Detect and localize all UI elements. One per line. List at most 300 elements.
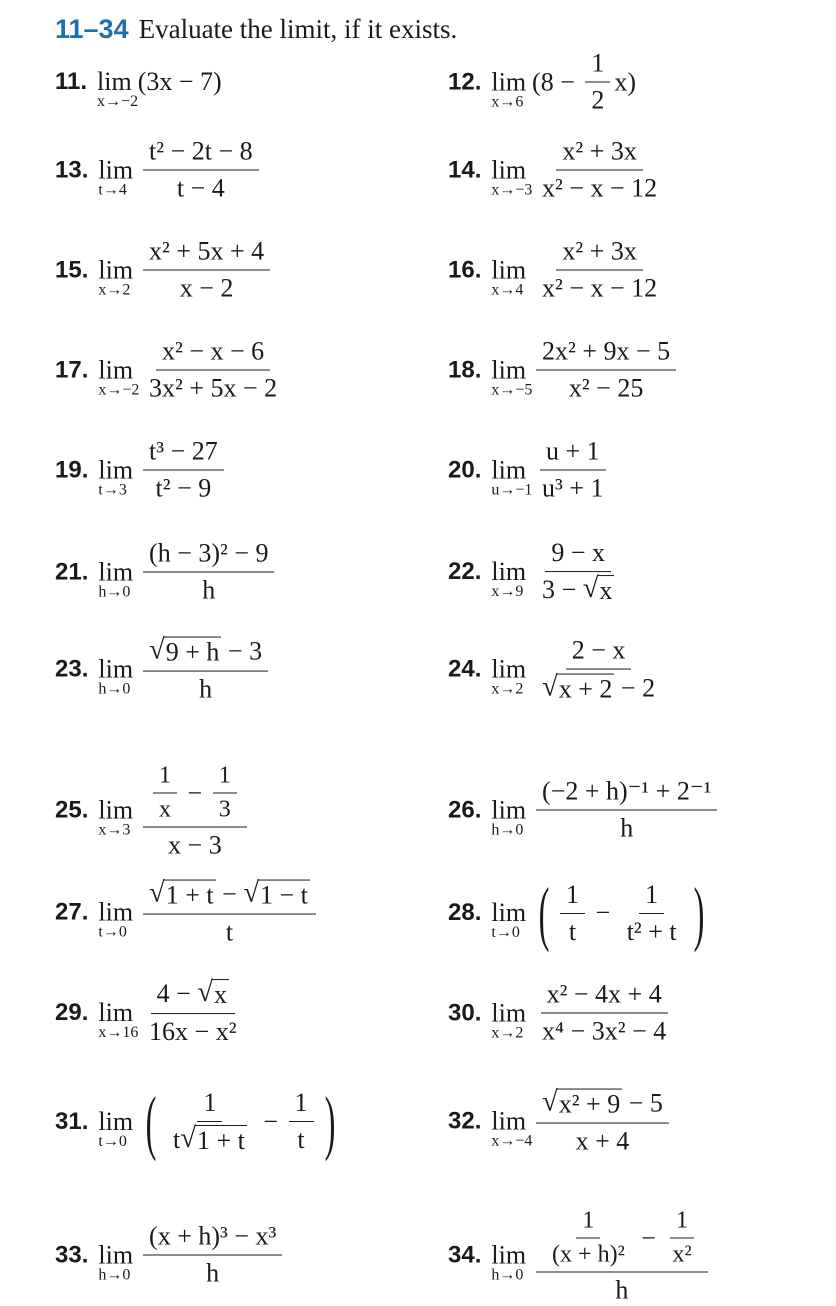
math-text: − xyxy=(215,879,244,909)
limit-expression xyxy=(143,760,247,861)
math-text: t xyxy=(173,1125,181,1155)
lim-word: lim xyxy=(98,255,134,284)
problem-number: 12. xyxy=(448,68,482,95)
numerator xyxy=(143,1222,282,1256)
problem-26 xyxy=(448,777,721,844)
numerator xyxy=(556,137,642,171)
radical-sign: √ xyxy=(542,1086,558,1118)
denominator xyxy=(167,1122,253,1156)
math-text: x² − x − 12 xyxy=(542,273,658,303)
limit-operator xyxy=(98,557,134,600)
math-text: 1 + t xyxy=(196,1126,245,1156)
radicand xyxy=(258,880,310,911)
limit-subscript: x→2 xyxy=(98,281,131,298)
math-text: 9 + h xyxy=(165,637,220,667)
problem-number: 21. xyxy=(55,558,89,585)
math-text: 3x² + 5x − 2 xyxy=(149,373,278,403)
problem-number: 14. xyxy=(448,156,482,183)
denominator xyxy=(536,271,663,304)
denominator xyxy=(150,471,218,504)
denominator xyxy=(621,914,683,947)
denominator xyxy=(162,828,228,861)
lim-word: lim xyxy=(97,67,132,96)
limit-subscript: t→4 xyxy=(98,181,127,198)
problem-number: 29. xyxy=(55,998,89,1026)
lim-word: lim xyxy=(98,455,134,484)
problem-31 xyxy=(55,1082,342,1162)
math-text: x² − x − 12 xyxy=(542,173,658,203)
numerator xyxy=(143,539,274,573)
problem-19 xyxy=(55,437,228,504)
math-text: t − 4 xyxy=(176,173,225,203)
math-text: 1 xyxy=(582,1207,595,1234)
problem-number: 22. xyxy=(448,557,482,585)
limit-operator xyxy=(98,997,139,1041)
limit-operator xyxy=(98,1240,134,1283)
lim-word: lim xyxy=(98,1240,134,1269)
problem-number: 19. xyxy=(55,456,89,483)
limit-subscript: h→0 xyxy=(98,583,131,600)
problem-29 xyxy=(55,979,247,1047)
limit-operator xyxy=(491,654,527,698)
radicand xyxy=(597,575,614,606)
limit-operator xyxy=(98,255,134,298)
math-text: x xyxy=(599,576,613,606)
math-group xyxy=(542,575,614,606)
numerator xyxy=(639,880,664,914)
problem-32 xyxy=(448,1088,673,1157)
math-text: h xyxy=(202,575,216,605)
problem-number: 16. xyxy=(448,256,482,283)
math-text: x² + 5x + 4 xyxy=(149,236,265,266)
limit-expression xyxy=(536,980,672,1047)
math-text: h xyxy=(206,1258,220,1288)
denominator xyxy=(213,794,237,824)
math-text: − xyxy=(634,1223,663,1252)
limit-subscript: t→0 xyxy=(98,923,127,941)
lim-word: lim xyxy=(98,897,134,927)
limit-operator xyxy=(98,795,134,838)
square-root xyxy=(243,877,310,911)
limit-subscript: x→2 xyxy=(491,680,524,698)
problem-28 xyxy=(448,873,711,953)
limit-expression xyxy=(532,873,711,953)
limit-operator xyxy=(491,67,527,110)
problem-12 xyxy=(448,49,636,116)
math-text: x + 2 xyxy=(558,674,613,704)
problem-number: 11. xyxy=(55,68,88,95)
numerator xyxy=(143,137,259,171)
lim-word: lim xyxy=(491,355,527,384)
lim-word: lim xyxy=(98,557,134,586)
math-text: (x + h)³ − x³ xyxy=(149,1221,277,1251)
limit-expression xyxy=(143,137,259,204)
lim-word: lim xyxy=(98,1107,134,1136)
denominator xyxy=(536,1014,672,1047)
limit-expression xyxy=(532,49,636,116)
math-text: x xyxy=(159,796,172,823)
problem-number: 13. xyxy=(55,156,89,183)
limit-expression: (3x − 7) xyxy=(137,67,222,96)
math-text: 16x − x² xyxy=(149,1016,237,1046)
denominator xyxy=(153,794,177,824)
numerator xyxy=(566,636,632,670)
math-text: − xyxy=(589,898,617,927)
math-text: t xyxy=(568,916,577,946)
problem-number: 24. xyxy=(448,655,482,683)
math-text: u + 1 xyxy=(545,436,600,466)
limit-expression xyxy=(536,237,663,304)
math-text: 2 xyxy=(591,85,605,115)
denominator xyxy=(536,171,663,204)
radical-sign: √ xyxy=(149,877,165,909)
problem-number: 30. xyxy=(448,999,482,1026)
limit-subscript: h→0 xyxy=(491,821,524,838)
math-text: 1 − t xyxy=(260,880,308,910)
limit-operator xyxy=(491,898,527,941)
limit-operator xyxy=(98,155,134,198)
lim-word: lim xyxy=(491,67,527,96)
lim-word: lim xyxy=(491,1240,527,1269)
numerator xyxy=(197,1088,222,1122)
denominator xyxy=(666,1239,697,1269)
lim-word: lim xyxy=(491,654,527,684)
math-group xyxy=(542,671,656,705)
limit-subscript: u→−1 xyxy=(491,481,533,498)
lim-word: lim xyxy=(491,998,527,1027)
math-text: (h − 3)² − 9 xyxy=(149,538,269,568)
lim-word: lim xyxy=(491,795,527,824)
problem-14 xyxy=(448,137,667,204)
limit-subscript: x→6 xyxy=(491,93,524,110)
radicand xyxy=(164,880,216,911)
math-text: x² − x − 6 xyxy=(162,336,265,366)
limit-operator xyxy=(491,155,533,198)
denominator xyxy=(220,914,239,947)
numerator xyxy=(153,763,177,794)
limit-operator xyxy=(98,1107,134,1150)
denominator xyxy=(585,83,610,116)
math-text: 1 xyxy=(159,762,172,789)
lim-word: lim xyxy=(491,255,527,284)
limit-expression xyxy=(143,1222,282,1289)
limit-expression xyxy=(143,979,242,1047)
math-group xyxy=(157,979,229,1010)
problem-number: 23. xyxy=(55,655,89,683)
math-text: x − 2 xyxy=(179,273,234,303)
limit-subscript: x→−4 xyxy=(491,1132,533,1150)
math-text: 1 xyxy=(645,879,659,909)
numerator xyxy=(536,337,676,371)
numerator xyxy=(156,337,270,371)
limit-subscript: x→16 xyxy=(98,1023,139,1041)
limit-expression xyxy=(143,636,268,705)
denominator xyxy=(614,811,639,844)
limit-expression xyxy=(143,879,316,948)
numerator xyxy=(143,237,270,271)
math-text: (x + h)² xyxy=(552,1241,625,1268)
square-root xyxy=(149,634,221,668)
math-text: t³ − 27 xyxy=(149,436,218,466)
math-text: x² − 4x + 4 xyxy=(546,979,662,1009)
radical-sign: √ xyxy=(243,877,260,909)
limit-expression xyxy=(536,1088,669,1157)
math-group xyxy=(149,634,263,668)
left-paren: ( xyxy=(538,873,550,953)
radicand xyxy=(164,637,222,668)
math-text: 3 xyxy=(218,796,231,823)
math-group xyxy=(542,1208,702,1269)
denominator xyxy=(609,1273,634,1306)
numerator xyxy=(536,777,717,811)
numerator xyxy=(536,1205,708,1273)
limit-expression xyxy=(143,337,283,404)
lim-word: lim xyxy=(491,1106,527,1136)
problem-24 xyxy=(448,636,665,705)
limit-expression xyxy=(139,1082,341,1162)
fraction xyxy=(585,49,610,116)
limit-subscript: x→−2 xyxy=(98,381,140,398)
math-group xyxy=(556,880,687,947)
denominator xyxy=(536,572,620,606)
math-group xyxy=(163,1088,318,1156)
problem-number: 17. xyxy=(55,356,89,383)
problem-21 xyxy=(55,539,278,606)
numerator xyxy=(213,763,237,794)
limit-subscript: h→0 xyxy=(98,1266,131,1283)
math-text: h xyxy=(199,674,213,704)
limit-operator xyxy=(491,998,527,1041)
numerator xyxy=(536,1088,669,1124)
limit-expression xyxy=(536,137,663,204)
limit-operator xyxy=(491,255,527,298)
denominator xyxy=(546,1239,631,1269)
fraction xyxy=(621,880,683,947)
limit-operator xyxy=(491,795,527,838)
problem-15 xyxy=(55,237,274,304)
radicand xyxy=(195,1125,247,1156)
math-text: 2x² + 9x − 5 xyxy=(542,336,671,366)
problem-16 xyxy=(448,237,667,304)
numerator xyxy=(556,237,642,271)
math-text: u³ + 1 xyxy=(542,473,604,503)
denominator xyxy=(536,471,609,504)
numerator xyxy=(143,636,268,672)
denominator xyxy=(570,1123,636,1156)
denominator xyxy=(143,371,283,404)
denominator xyxy=(563,914,582,947)
limit-operator xyxy=(491,1240,527,1283)
problem-number: 18. xyxy=(448,356,482,383)
right-paren: ) xyxy=(693,873,704,953)
math-text: x² − 25 xyxy=(568,373,644,403)
radical-sign: √ xyxy=(582,573,599,605)
square-root xyxy=(583,575,615,606)
math-group xyxy=(149,763,241,824)
problem-22 xyxy=(448,538,624,606)
limit-expression xyxy=(143,237,270,304)
numerator xyxy=(541,980,668,1014)
math-text: 9 − x xyxy=(551,538,606,568)
radical-sign: √ xyxy=(149,634,165,666)
math-text: 1 xyxy=(566,879,580,909)
numerator xyxy=(670,1208,694,1239)
lim-word: lim xyxy=(98,355,134,384)
limit-operator xyxy=(98,355,140,398)
limit-subscript: x→3 xyxy=(98,821,131,838)
denominator xyxy=(171,171,231,204)
problem-number: 26. xyxy=(448,796,482,823)
limit-expression xyxy=(536,1205,708,1306)
problem-number: 31. xyxy=(55,1108,89,1135)
square-root xyxy=(149,877,216,911)
fraction xyxy=(167,1088,253,1156)
limit-expression xyxy=(143,539,274,606)
problem-number: 15. xyxy=(55,256,89,283)
exercise-instruction: Evaluate the limit, if it exists. xyxy=(138,14,458,44)
limit-operator xyxy=(98,654,134,698)
lim-word: lim xyxy=(491,155,527,184)
limit-operator xyxy=(97,67,139,110)
fraction xyxy=(289,1088,314,1155)
denominator xyxy=(291,1122,310,1155)
limit-operator xyxy=(491,455,533,498)
numerator xyxy=(151,979,235,1014)
limit-expression xyxy=(536,337,676,404)
math-text: t² + t xyxy=(626,916,677,946)
problem-number: 25. xyxy=(55,796,89,823)
math-text: 1 xyxy=(676,1207,689,1234)
problem-number: 20. xyxy=(448,456,482,483)
radicand xyxy=(557,1089,622,1120)
problem-11 xyxy=(55,67,222,110)
math-text: x² + 3x xyxy=(562,136,637,166)
numerator xyxy=(585,49,610,83)
lim-word: lim xyxy=(491,455,527,484)
math-text: x² + 9 xyxy=(558,1089,621,1119)
math-group xyxy=(149,877,310,911)
problem-27 xyxy=(55,879,320,948)
math-text: (8 − xyxy=(532,67,582,96)
lim-word: lim xyxy=(98,654,134,684)
fraction xyxy=(560,880,585,947)
square-root xyxy=(542,671,614,705)
limit-subscript: x→−2 xyxy=(97,93,139,110)
fraction xyxy=(153,763,177,824)
lim-word: lim xyxy=(491,898,527,927)
math-text: 1 xyxy=(591,48,605,78)
math-text: x xyxy=(213,980,227,1010)
limit-subscript: h→0 xyxy=(98,680,131,698)
limit-operator xyxy=(491,355,533,398)
math-text: 3 − xyxy=(542,575,583,605)
math-text: x) xyxy=(614,67,637,96)
problem-13 xyxy=(55,137,263,204)
limit-subscript: x→9 xyxy=(491,582,524,600)
numerator xyxy=(143,437,224,471)
lim-word: lim xyxy=(491,556,527,586)
limit-subscript: x→4 xyxy=(491,281,524,298)
limit-subscript: x→−3 xyxy=(491,181,533,198)
math-text: h xyxy=(615,1275,629,1305)
limit-expression xyxy=(536,636,661,705)
problem-23 xyxy=(55,636,272,705)
fraction xyxy=(213,763,237,824)
limit-subscript: t→0 xyxy=(98,1133,127,1150)
limit-operator xyxy=(98,455,134,498)
problem-number: 33. xyxy=(55,1241,89,1268)
math-text: − xyxy=(256,1106,285,1136)
math-text: x + 4 xyxy=(575,1126,630,1156)
square-root xyxy=(197,979,229,1010)
square-root xyxy=(542,1086,622,1120)
problem-20 xyxy=(448,437,614,504)
fraction xyxy=(546,1208,631,1269)
problem-17 xyxy=(55,337,287,404)
lim-word: lim xyxy=(98,155,134,184)
math-text: 1 xyxy=(218,762,231,789)
limit-operator xyxy=(491,556,527,600)
problem-number: 27. xyxy=(55,898,89,926)
denominator xyxy=(143,1014,242,1047)
exercise-range: 11–34 xyxy=(55,14,129,44)
denominator xyxy=(200,1256,225,1289)
math-text: 1 + t xyxy=(165,880,214,910)
problem-30 xyxy=(448,980,676,1047)
math-group xyxy=(542,1086,663,1120)
math-text: − 3 xyxy=(221,636,263,666)
math-text: 4 − xyxy=(156,979,198,1009)
lim-word: lim xyxy=(98,795,134,824)
limit-operator xyxy=(98,897,134,941)
numerator xyxy=(560,880,585,914)
math-text: 1 xyxy=(294,1088,308,1118)
square-root xyxy=(180,1125,247,1156)
numerator xyxy=(289,1088,314,1122)
math-text: t² − 2t − 8 xyxy=(149,136,253,166)
problem-34 xyxy=(448,1205,712,1306)
denominator xyxy=(196,573,221,606)
math-group xyxy=(173,1125,247,1156)
math-text: x² + 3x xyxy=(562,236,637,266)
exercise-header xyxy=(55,14,457,45)
radicand xyxy=(557,674,615,705)
limit-subscript: x→−5 xyxy=(491,381,533,398)
problem-33 xyxy=(55,1222,286,1289)
numerator xyxy=(576,1208,600,1239)
limit-subscript: t→0 xyxy=(491,924,520,941)
left-paren: ( xyxy=(145,1082,157,1162)
problem-25 xyxy=(55,760,251,861)
limit-subscript: h→0 xyxy=(491,1266,524,1283)
math-text: − xyxy=(181,778,209,807)
right-paren: ) xyxy=(324,1082,335,1162)
math-text: t xyxy=(225,917,234,947)
limit-operator xyxy=(491,1106,533,1150)
denominator xyxy=(536,670,661,705)
numerator xyxy=(143,760,247,828)
denominator xyxy=(174,271,240,304)
math-text: − 2 xyxy=(614,673,656,703)
math-text: 2 − x xyxy=(571,635,626,665)
denominator xyxy=(193,671,218,704)
fraction xyxy=(666,1208,697,1269)
limit-subscript: t→3 xyxy=(98,481,127,498)
math-text: t xyxy=(297,1125,305,1155)
math-text: x⁴ − 3x² − 4 xyxy=(542,1016,667,1046)
lim-word: lim xyxy=(98,997,134,1027)
math-text: 1 xyxy=(203,1088,217,1118)
